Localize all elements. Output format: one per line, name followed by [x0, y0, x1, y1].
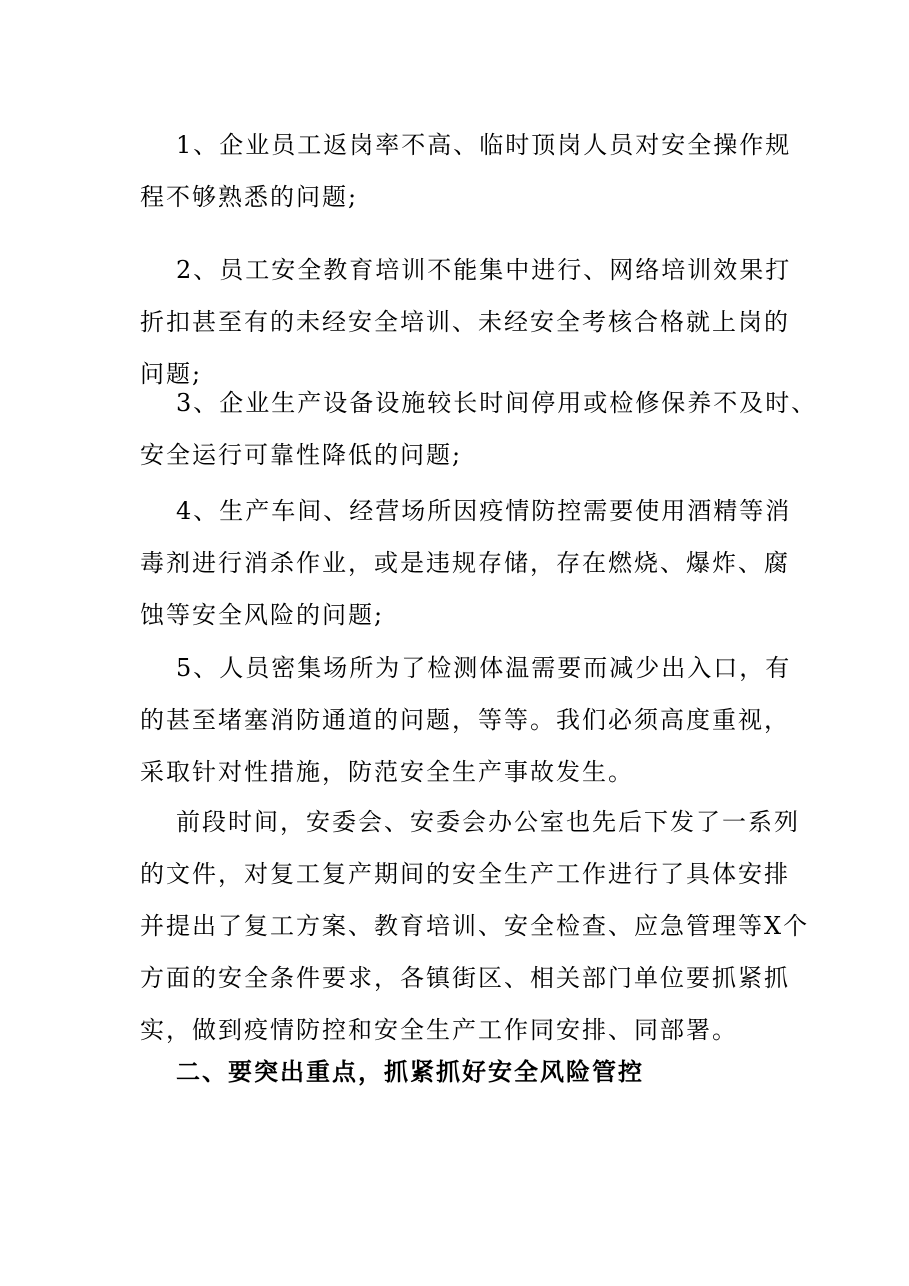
paragraph-line: 1、企业员工返岗率不高、临时顶岗人员对安全操作规: [176, 131, 792, 159]
paragraph-line: 采取针对性措施，防范安全生产事故发生。: [140, 758, 634, 786]
paragraph-3: [140, 377, 818, 481]
paragraph-line: 问题;: [140, 360, 203, 388]
paragraph-4: [140, 485, 792, 641]
paragraph-line: 折扣甚至有的未经安全培训、未经安全考核合格就上岗的: [140, 308, 790, 336]
paragraph-line: 方面的安全条件要求，各镇街区、相关部门单位要抓紧抓: [140, 964, 790, 992]
paragraph-line: 的文件，对复工复产期间的安全生产工作进行了具体安排: [140, 860, 790, 888]
paragraph-5: [140, 642, 792, 798]
paragraph-line: 蚀等安全风险的问题;: [140, 601, 385, 629]
paragraph-line: 毒剂进行消杀作业，或是违规存储，存在燃烧、爆炸、腐: [140, 549, 790, 577]
paragraph-1: [140, 119, 792, 223]
paragraph-line: 前段时间，安委会、安委会办公室也先后下发了一系列: [176, 808, 800, 836]
paragraph-line: 5、人员密集场所为了检测体温需要而减少出入口，有: [176, 654, 792, 682]
paragraph-line: 并提出了复工方案、教育培训、安全检查、应急管理等X个: [140, 912, 810, 940]
paragraph-6: [140, 796, 810, 1056]
paragraph-line: 3、企业生产设备设施较长时间停用或检修保养不及时、: [176, 389, 818, 417]
section-heading: 二、要突出重点，抓紧抓好安全风险管控: [176, 1057, 644, 1086]
paragraph-line: 程不够熟悉的问题;: [140, 183, 359, 211]
paragraph-line: 安全运行可靠性降低的问题;: [140, 441, 463, 469]
paragraph-line: 实，做到疫情防控和安全生产工作同安排、同部署。: [140, 1016, 738, 1044]
paragraph-line: 2、员工安全教育培训不能集中进行、网络培训效果打: [176, 256, 792, 284]
paragraph-line: 4、生产车间、经营场所因疫情防控需要使用酒精等消: [176, 497, 792, 525]
paragraph-line: 的甚至堵塞消防通道的问题，等等。我们必须高度重视，: [140, 706, 790, 734]
